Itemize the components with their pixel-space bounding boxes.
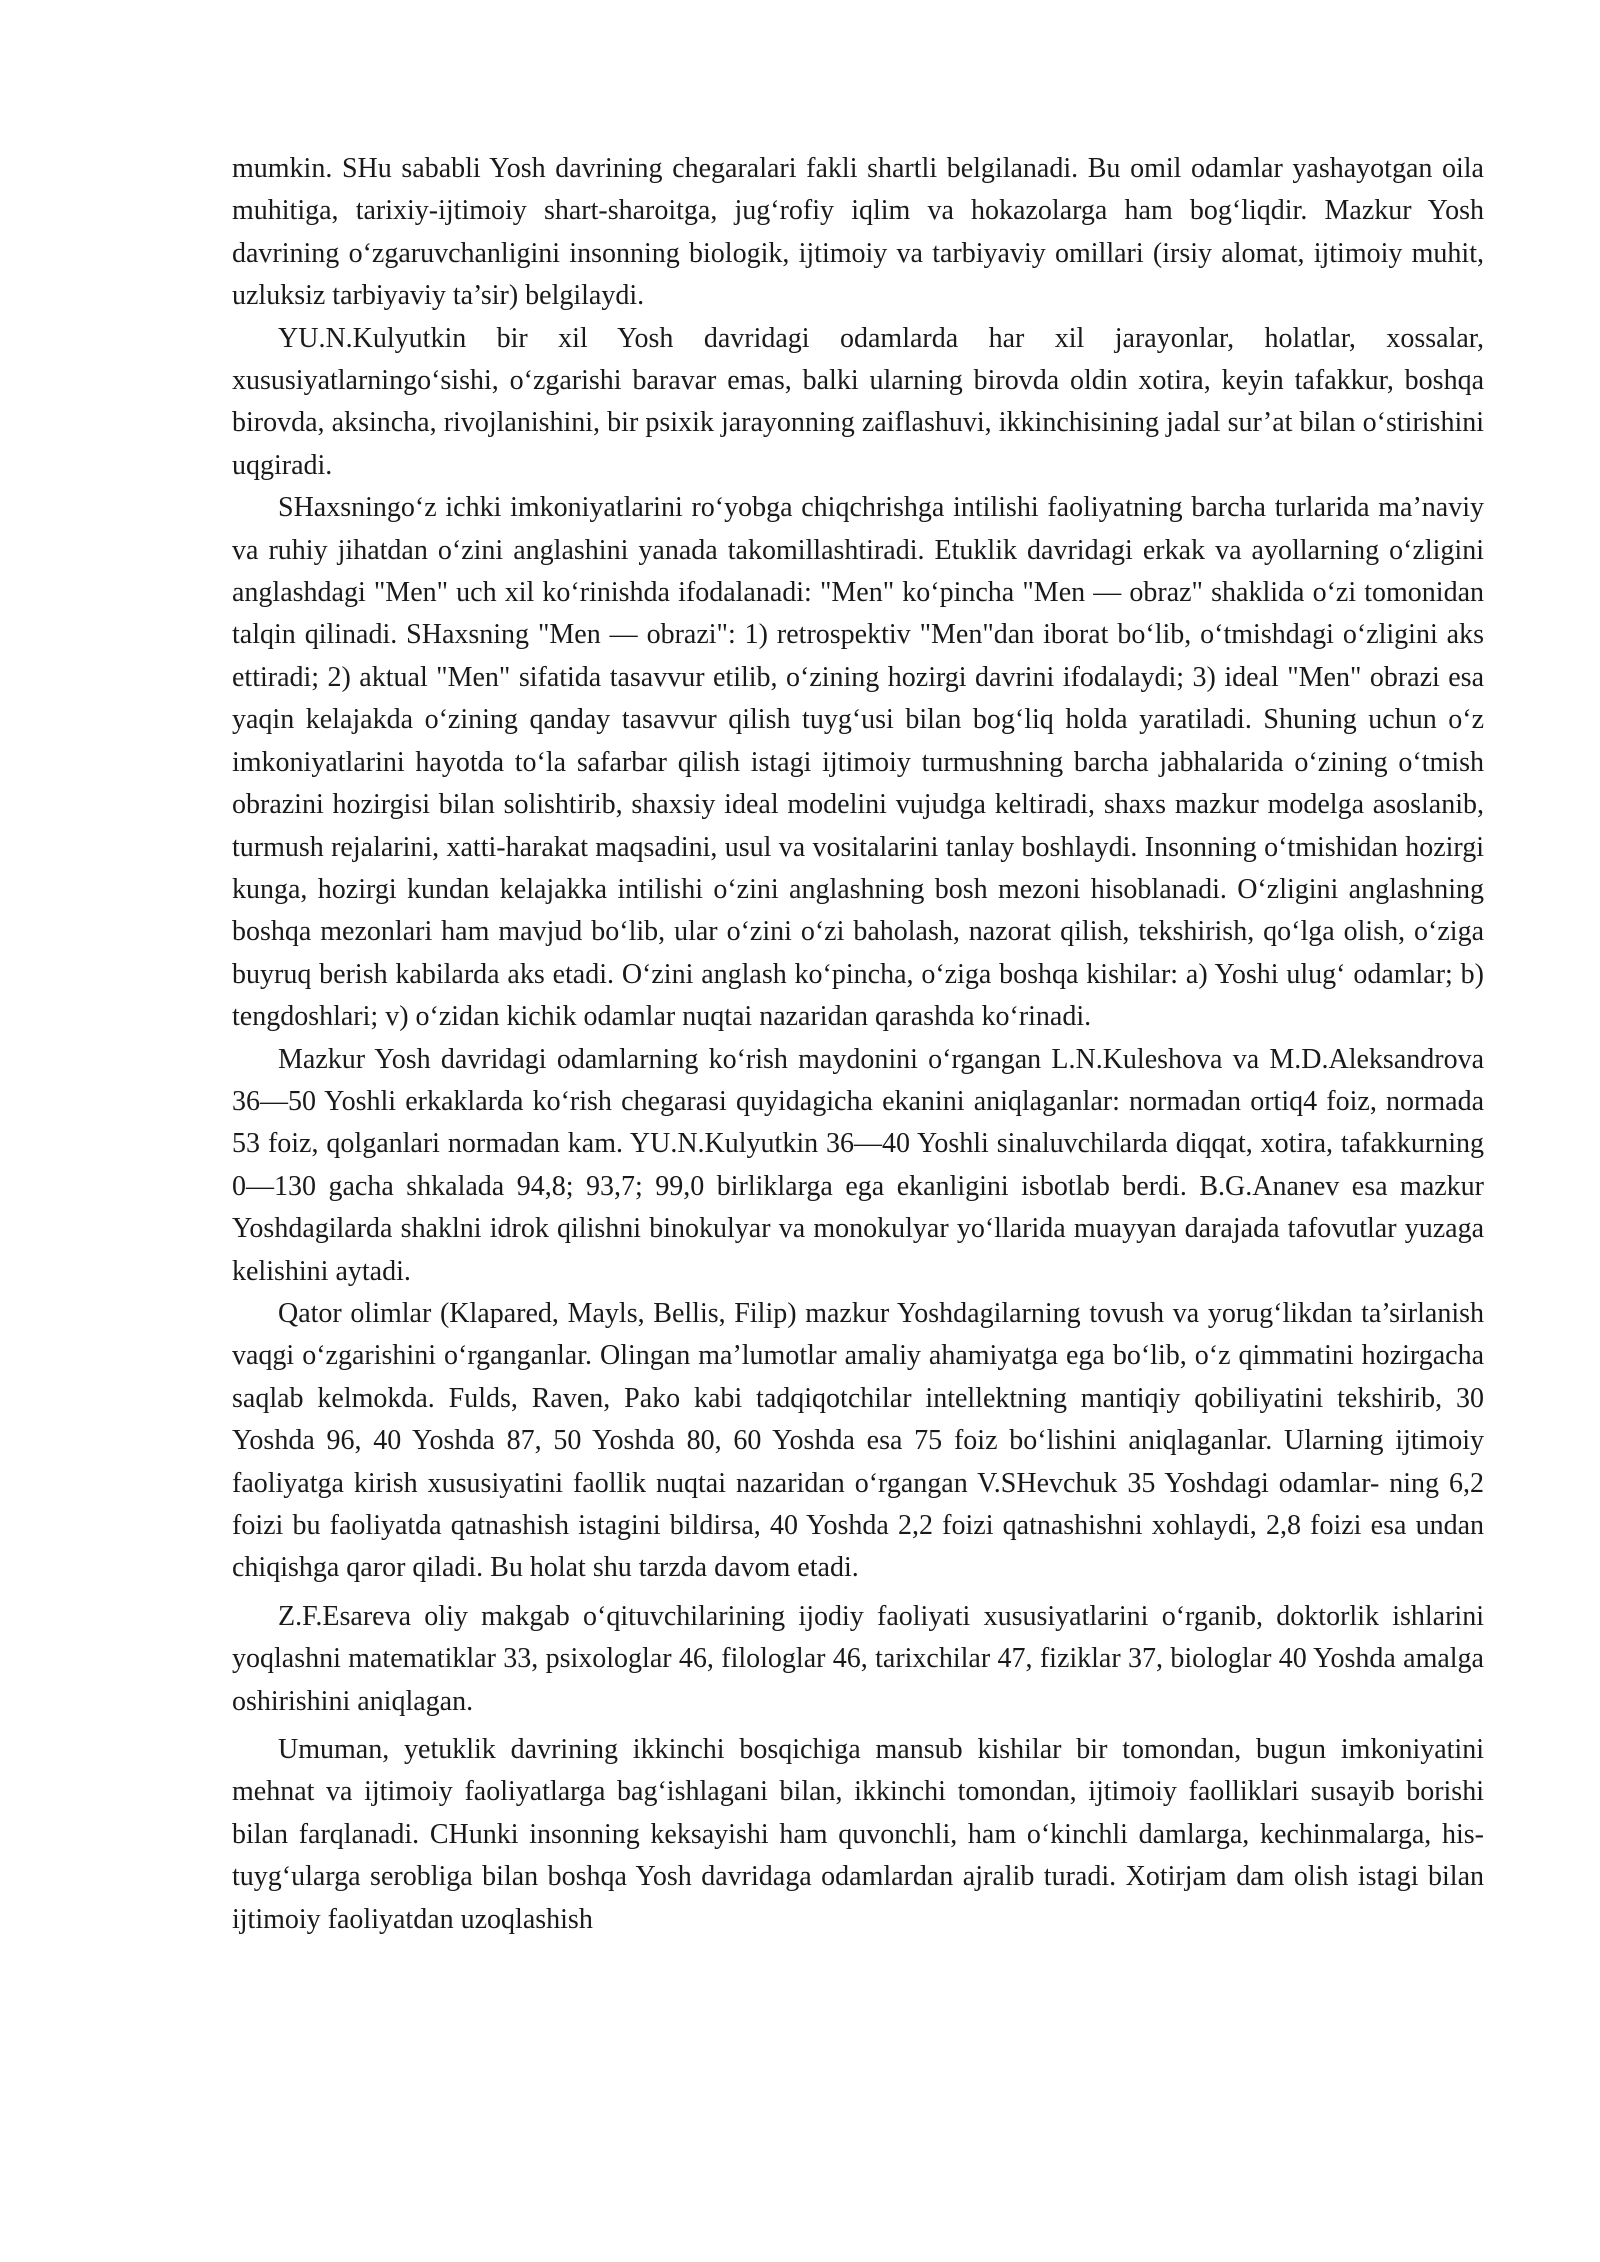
paragraph-kulyutkin: YU.N.Kulyutkin bir xil Yosh davridagi odamlarda har xil jarayonlar, holatlar, xossalar, xususiyatlarningo‘sishi, o‘zgarishi baravar emas, balki ularning birovda oldin xotira, keyin tafakkur, boshqa birovda, aksincha, rivojlanishini, bir psixik jarayonning zaiflashuvi, ikkinchisining jadal sur’at bilan o‘stirishini uqgiradi. bbox=[232, 322, 1484, 481]
body-text bbox=[232, 148, 1484, 1941]
paragraph-vision-field: Mazkur Yosh davridagi odamlarning ko‘rish maydonini o‘rgangan L.N.Kuleshova va M.D.Aleksandrova 36—50 Yoshli erkaklarda ko‘rish chegarasi quyidagicha ekanini aniqlaganlar: normadan ortiq4 foiz, normada 53 foiz, qolganlari normadan kam. YU.N.Kulyutkin 36—40 Yoshli sinaluvchilarda diqqat, xotira, tafakkurning 0—130 gacha shkalada 94,8; 93,7; 99,0 birliklarga ega ekanligini isbotlab berdi. B.G.Ananev esa mazkur Yoshdagilarda shaklni idrok qilishni binokulyar va monokulyar yo‘llarida muayyan darajada tafovutlar yuzaga kelishini aytadi. bbox=[232, 1043, 1484, 1287]
paragraph-continuation: mumkin. SHu sababli Yosh davrining chegaralari fakli shartli belgilanadi. Bu omil odamlar yashayotgan oila muhitiga, tarixiy-ijtimoiy shart-sharoitga, jug‘rofiy iqlim va hokazolarga ham bog‘liqdir. Mazkur Yosh davrining o‘zgaruvchanligini insonning biologik, ijtimoiy va tarbiyaviy omillari (irsiy alomat, ijtimoiy muhit, uzluksiz tarbiyaviy ta’sir) belgilaydi. bbox=[232, 153, 1484, 312]
paragraph-conclusion: Umuman, yetuklik davrining ikkinchi bosqichiga mansub kishilar bir tomondan, bugun imkoniyatini mehnat va ijtimoiy faoliyatlarga bag‘ishlagani bilan, ikkinchi tomondan, ijtimoiy faolliklari susayib borishi bilan farqlanadi. CHunki insonning keksayishi ham quvonchli, ham o‘kinchli damlarga, kechinmalarga, his-tuyg‘ularga serobliga bilan boshqa Yosh davridaga odamlardan ajralib turadi. Xotirjam dam olish istagi bilan ijtimoiy faoliyatdan uzoqlashish bbox=[232, 1734, 1484, 1935]
paragraph-esareva: Z.F.Esareva oliy makgab o‘qituvchilarining ijodiy faoliyati xususiyatlarini o‘rganib, doktorlik ishlarini yoqlashni matematiklar 33, psixologlar 46, filologlar 46, tarixchilar 47, fiziklar 37, biologlar 40 Yoshda amalga oshirishini aniqlagan. bbox=[232, 1600, 1484, 1717]
paragraph-self-awareness: SHaxsningo‘z ichki imkoniyatlarini ro‘yobga chiqchrishga intilishi faoliyatning barcha turlarida ma’naviy va ruhiy jihatdan o‘zini anglashini yanada takomillashtiradi. Etuklik davridagi erkak va ayollarning o‘zligini anglashdagi "Men" uch xil ko‘rinishda ifodalanadi: "Men" ko‘pincha "Men — obraz" shaklida o‘zi tomonidan talqin qilinadi. SHaxsning "Men — obrazi": 1) retrospektiv "Men"dan iborat bo‘lib, o‘tmishdagi o‘zligini aks ettiradi; 2) aktual "Men" sifatida tasavvur etilib, o‘zining hozirgi davrini ifodalaydi; 3) ideal "Men" obrazi esa yaqin kelajakda o‘zining qanday tasavvur qilish tuyg‘usi bilan bog‘liq holda yaratiladi. Shuning uchun o‘z imkoniyatlarini hayotda to‘la safarbar qilish istagi ijtimoiy turmushning barcha jabhalarida o‘zining o‘tmish obrazini hozirgisi bilan solishtirib, shaxsiy ideal modelini vujudga keltiradi, shaxs mazkur modelga asoslanib, turmush rejalarini, xatti-harakat maqsadini, usul va vositalarini tanlay boshlaydi. Insonning o‘tmishidan hozirgi kunga, hozirgi kundan kelajakka intilishi o‘zini anglashning bosh mezoni hisoblanadi. O‘zligini anglashning boshqa mezonlari ham mavjud bo‘lib, ular o‘zini o‘zi baholash, nazorat qilish, tekshirish, qo‘lga olish, o‘ziga buyruq berish kabilarda aks etadi. O‘zini anglash ko‘pincha, o‘ziga boshqa kishilar: a) Yoshi ulug‘ odamlar; b) tengdoshlari; v) o‘zidan kichik odamlar nuqtai nazaridan qarashda ko‘rinadi. bbox=[232, 492, 1484, 1033]
paragraph-scientists: Qator olimlar (Klapared, Mayls, Bellis, Filip) mazkur Yoshdagilarning tovush va yorug‘likdan ta’sirlanish vaqgi o‘zgarishini o‘rganganlar. Olingan ma’lumotlar amaliy ahamiyatga ega bo‘lib, o‘z qimmatini hozirgacha saqlab kelmokda. Fulds, Raven, Pako kabi tadqiqotchilar intellektning mantiqiy qobiliyatini tekshirib, 30 Yoshda 96, 40 Yoshda 87, 50 Yoshda 80, 60 Yoshda esa 75 foiz bo‘lishini aniqlaganlar. Ularning ijtimoiy faoliyatga kirish xususiyatini faollik nuqtai nazaridan o‘rgangan V.SHevchuk 35 Yoshdagi odamlar- ning 6,2 foizi bu faoliyatda qatnashish istagini bildirsa, 40 Yoshda 2,2 foizi qatnashishni xohlaydi, 2,8 foizi esa undan chiqishga qaror qiladi. Bu holat shu tarzda davom etadi. bbox=[232, 1297, 1484, 1584]
